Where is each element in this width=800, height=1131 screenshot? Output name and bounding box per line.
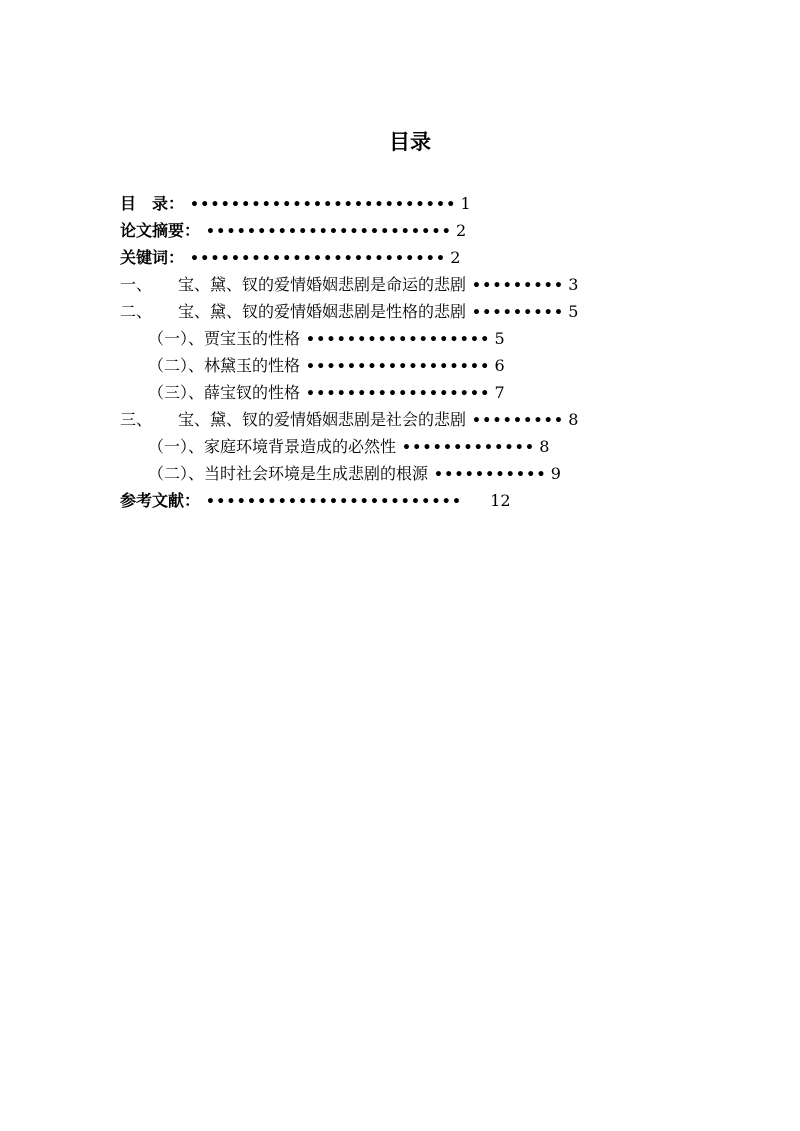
toc-entry-section-2[interactable] [120, 298, 760, 325]
toc-entry-label: （三）、薛宝钗的性格 [148, 383, 301, 402]
toc-entry-label: （一）、家庭环境背景造成的必然性 [148, 437, 397, 456]
toc-entry-label: 参考文献： [120, 491, 201, 510]
toc-leader-dots: •••••••••••••••••• [306, 359, 491, 375]
toc-leader-dots: •••••••••••••••••••••••••• [190, 197, 457, 213]
toc-page-number: 5 [568, 302, 579, 321]
toc-page-number: 5 [494, 329, 505, 348]
toc-entry-section-2-3[interactable] [120, 379, 760, 406]
toc-entry-keywords[interactable] [120, 244, 760, 271]
toc-page-number: 2 [455, 221, 467, 240]
toc-leader-dots: ••••••••• [472, 413, 565, 429]
toc-section-number: 三、 [120, 410, 153, 429]
toc-page-number: 8 [539, 437, 550, 456]
toc-entry-abstract[interactable] [120, 217, 760, 244]
toc-leader-dots: ••••••••••• [434, 467, 547, 483]
toc-entry-section-3-1[interactable] [120, 433, 760, 460]
toc-page-number: 8 [568, 410, 579, 429]
toc-entry-contents[interactable] [120, 190, 760, 217]
toc-page-number: 3 [568, 275, 579, 294]
toc-entry-label: 宝、黛、钗的爱情婚姻悲剧是命运的悲剧 [178, 275, 467, 294]
toc-entry-section-1[interactable] [120, 271, 760, 298]
toc-entry-label: （二）、当时社会环境是生成悲剧的根源 [148, 464, 429, 483]
toc-page-number: 9 [550, 464, 561, 483]
toc-entry-section-3[interactable] [120, 406, 760, 433]
toc-entry-section-2-2[interactable] [120, 352, 760, 379]
page-title: 目录 [389, 130, 431, 154]
toc-page-number: 6 [494, 356, 505, 375]
toc-entry-label: 宝、黛、钗的爱情婚姻悲剧是社会的悲剧 [178, 410, 467, 429]
toc-entry-label: （二）、林黛玉的性格 [148, 356, 301, 375]
toc-section-number: 一、 [120, 275, 153, 294]
toc-leader-dots: ••••••••••••••••••••••••• [190, 251, 447, 267]
toc-section-number: 二、 [120, 302, 153, 321]
toc-leader-dots: ••••••••••••• [402, 440, 536, 456]
toc-leader-dots: ••••••••• [472, 278, 565, 294]
toc-page-number: 12 [490, 491, 511, 510]
toc-entry-label: 论文摘要： [120, 221, 201, 240]
toc-entry-label: 宝、黛、钗的爱情婚姻悲剧是性格的悲剧 [178, 302, 467, 321]
table-of-contents [120, 190, 760, 514]
toc-entry-label: 目 录： [120, 194, 185, 213]
toc-leader-dots: •••••••••••••••••• [306, 332, 491, 348]
toc-page-number: 1 [460, 194, 471, 213]
toc-leader-dots: ••••••••••••••••••••••••• [206, 494, 463, 510]
toc-page-number: 7 [494, 383, 505, 402]
toc-entry-label: （一）、贾宝玉的性格 [148, 329, 301, 348]
toc-entry-section-2-1[interactable] [120, 325, 760, 352]
toc-leader-dots: ••••••••• [472, 305, 565, 321]
toc-entry-section-3-2[interactable] [120, 460, 760, 487]
toc-entry-references[interactable] [120, 487, 760, 514]
toc-page-number: 2 [450, 248, 461, 267]
toc-entry-label: 关键词： [120, 248, 185, 267]
toc-leader-dots: •••••••••••••••••••••••• [206, 224, 452, 240]
toc-leader-dots: •••••••••••••••••• [306, 386, 491, 402]
